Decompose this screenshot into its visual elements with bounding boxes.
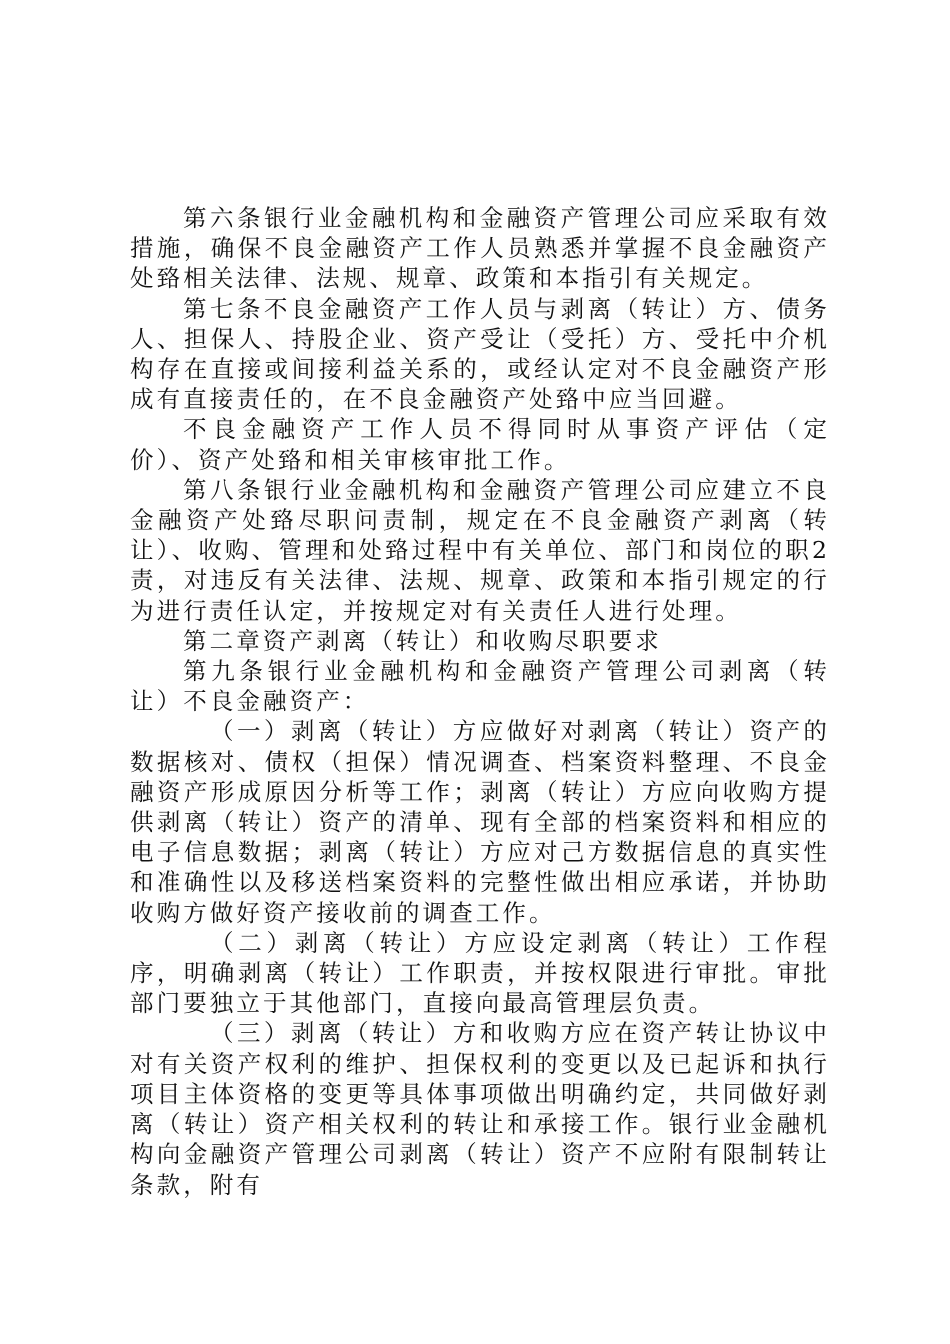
paragraph-item-2: （二）剥离（转让）方应设定剥离（转让）工作程序，明确剥离（转让）工作职责，并按权限进行审批。审批部门要独立于其他部门，直接向最高管理层负责。 <box>130 928 830 1018</box>
paragraph-article-6: 第六条银行业金融机构和金融资产管理公司应采取有效措施，确保不良金融资产工作人员熟悉并掌握不良金融资产处臵相关法律、法规、规章、政策和本指引有关规定。 <box>130 204 830 293</box>
paragraph-item-1: （一）剥离（转让）方应做好对剥离（转让）资产的数据核对、债权（担保）情况调查、档案资料整理、不良金融资产形成原因分析等工作；剥离（转让）方应向收购方提供剥离（转让）资产的清单、现有全部的档案资料和相应的电子信息数据；剥离（转让）方应对己方数据信息的真实性和准确性以及移送档案资料的完整性做出相应承诺，并协助收购方做好资产接收前的调查工作。 <box>130 717 830 927</box>
paragraph-article-8: 第八条银行业金融机构和金融资产管理公司应建立不良金融资产处臵尽职问责制，规定在不良金融资产剥离（转让）、收购、管理和处臵过程中有关单位、部门和岗位的职2责，对违反有关法律、法规、规章、政策和本指引规定的行为进行责任认定，并按规定对有关责任人进行处理。 <box>130 475 830 625</box>
paragraph-article-7: 第七条不良金融资产工作人员与剥离（转让）方、债务人、担保人、持股企业、资产受让（受托）方、受托中介机构存在直接或间接利益关系的，或经认定对不良金融资产形成有直接责任的，在不良金融资产处臵中应当回避。 <box>130 294 830 414</box>
paragraph-item-3: （三）剥离（转让）方和收购方应在资产转让协议中对有关资产权利的维护、担保权利的变更以及已起诉和执行项目主体资格的变更等具体事项做出明确约定，共同做好剥离（转让）资产相关权利的转让和承接工作。银行业金融机构向金融资产管理公司剥离（转让）资产不应附有限制转让条款，附有 <box>130 1019 830 1199</box>
paragraph-article-9: 第九条银行业金融机构和金融资产管理公司剥离（转让）不良金融资产： <box>130 657 830 716</box>
chapter-heading: 第二章资产剥离（转让）和收购尽职要求 <box>183 626 662 655</box>
paragraph-article-7-sub: 不良金融资产工作人员不得同时从事资产评估（定价）、资产处臵和相关审核审批工作。 <box>130 415 830 474</box>
document-body <box>130 203 830 1200</box>
